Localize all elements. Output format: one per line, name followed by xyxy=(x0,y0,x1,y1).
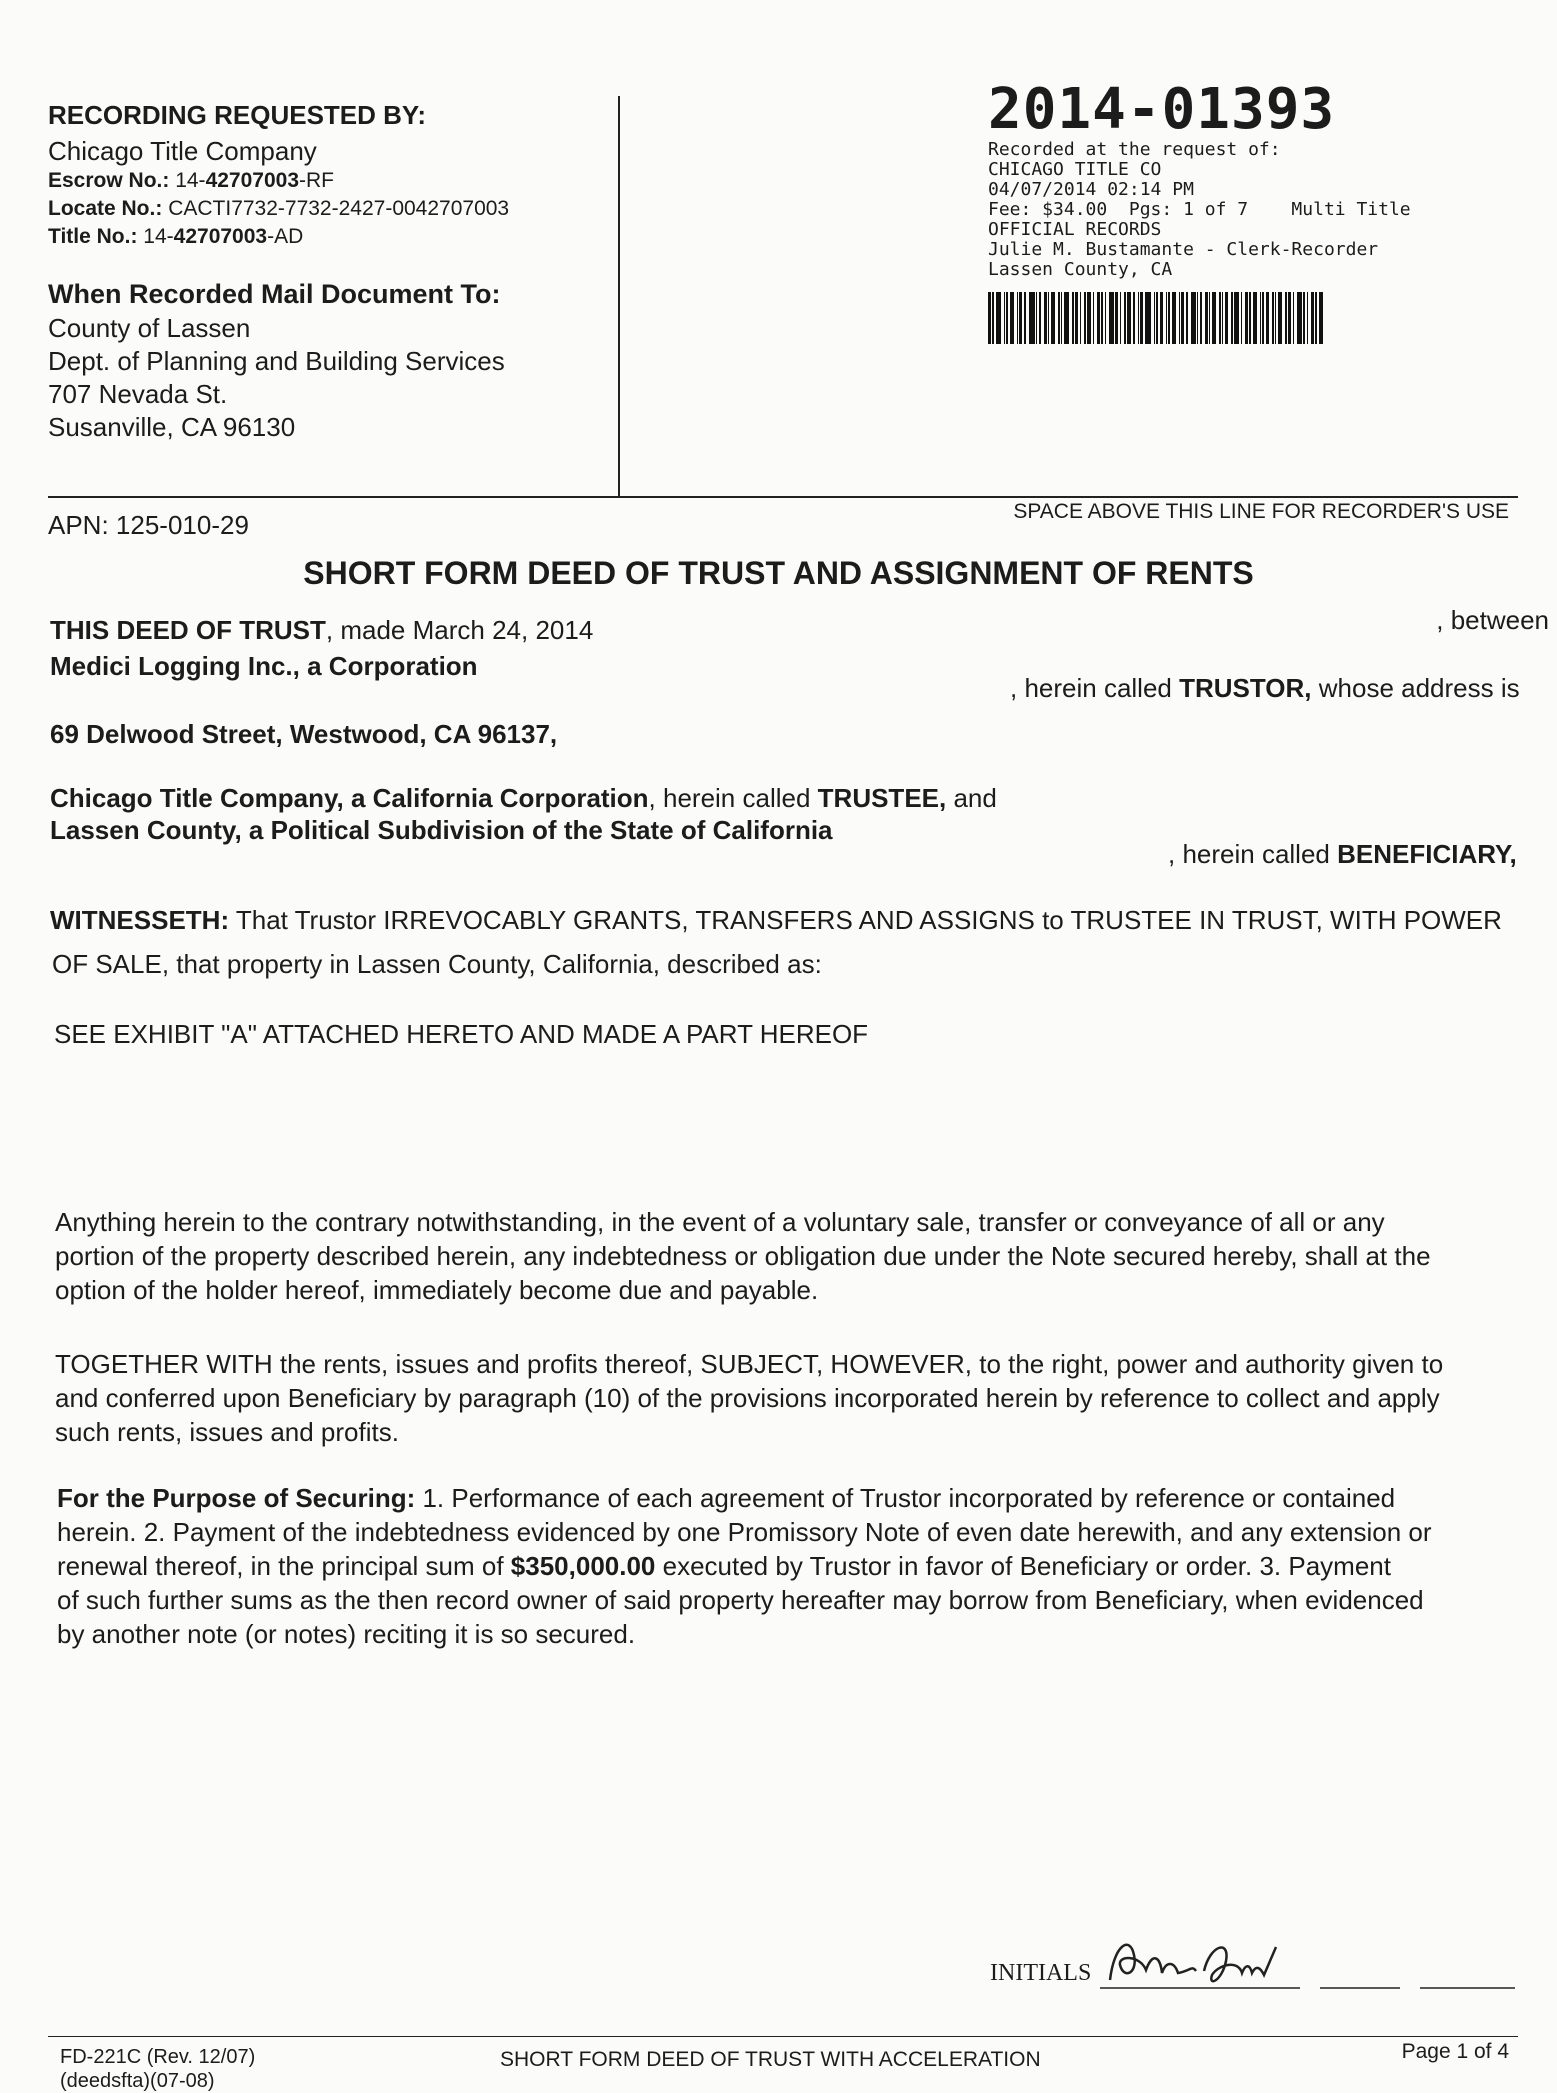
barcode-bar xyxy=(1191,292,1196,344)
recorder-use-line xyxy=(48,496,1518,498)
barcode-bar xyxy=(1127,292,1131,344)
barcode-bar xyxy=(1036,292,1037,344)
purpose-line5: by another note (or notes) reciting it is so secured. xyxy=(57,1619,636,1649)
beneficiary-called: , herein called BENEFICIARY, xyxy=(1168,839,1517,869)
purpose-line1: For the Purpose of Securing: 1. Performance of each agreement of Trustor incorporated by reference or contained xyxy=(57,1483,1396,1513)
barcode-bar xyxy=(988,292,991,344)
barcode-bar xyxy=(1064,292,1069,344)
recorder-stamp xyxy=(988,77,1528,344)
barcode-bar xyxy=(1004,292,1005,344)
barcode-bar xyxy=(996,292,1001,344)
barcode-bar xyxy=(1156,292,1158,344)
initials-lines xyxy=(1100,1985,1520,1991)
barcode-bar xyxy=(1097,292,1100,344)
footer-rule xyxy=(48,2036,1518,2037)
barcode-bar xyxy=(1145,292,1151,344)
barcode-bar xyxy=(1039,292,1041,344)
trustor-address: 69 Delwood Street, Westwood, CA 96137, xyxy=(50,719,558,749)
barcode-bar xyxy=(1303,292,1305,344)
barcode-bar xyxy=(1241,292,1242,344)
barcode-bar xyxy=(1311,292,1314,344)
trustor-name: Medici Logging Inc., a Corporation xyxy=(50,651,478,681)
barcode-bar xyxy=(1006,292,1008,344)
apn: APN: 125-010-29 xyxy=(48,510,249,540)
footer-title: SHORT FORM DEED OF TRUST WITH ACCELERATION xyxy=(500,2048,1041,2071)
barcode-bar xyxy=(1275,292,1276,344)
barcode-bar xyxy=(1058,292,1060,344)
document-title: SHORT FORM DEED OF TRUST AND ASSIGNMENT OF RENTS xyxy=(303,555,1254,591)
barcode-bar xyxy=(1262,292,1264,344)
barcode-bar xyxy=(1168,292,1170,344)
barcode-bar xyxy=(1231,292,1233,344)
title-number: Title No.: 14-42707003-AD xyxy=(48,225,304,248)
trustee-line: Chicago Title Company, a California Corporation, herein called TRUSTEE, and xyxy=(50,783,997,813)
barcode-bar xyxy=(1109,292,1114,344)
barcode-bar xyxy=(1124,292,1126,344)
header-vertical-divider xyxy=(618,96,620,496)
barcode-bar xyxy=(1200,292,1202,344)
stamp-line: Lassen County, CA xyxy=(988,259,1173,280)
barcode-bar xyxy=(1209,292,1210,344)
barcode-bar xyxy=(1087,292,1091,344)
barcode-bar xyxy=(1044,292,1047,344)
barcode-bar xyxy=(1051,292,1055,344)
barcode-bar xyxy=(1307,292,1308,344)
barcode-bar xyxy=(992,292,994,344)
barcode-bar xyxy=(1222,292,1223,344)
barcode-bar xyxy=(1080,292,1081,344)
together-line: and conferred upon Beneficiary by paragraph (10) of the provisions incorporated herein by reference to collect and apply xyxy=(55,1383,1440,1413)
together-line: TOGETHER WITH the rents, issues and profits thereof, SUBJECT, HOWEVER, to the right, power and authority given to xyxy=(55,1349,1444,1379)
stamp-line: Julie M. Bustamante - Clerk-Recorder xyxy=(988,239,1379,260)
barcode-bar xyxy=(1084,292,1086,344)
barcode-bar xyxy=(1219,292,1221,344)
stamp-line: 04/07/2014 02:14 PM xyxy=(988,179,1194,200)
barcode-bar xyxy=(1160,292,1163,344)
barcode-bar xyxy=(1019,292,1022,344)
trustor-called: , herein called TRUSTOR, whose address is xyxy=(1010,673,1520,703)
mail-to-block xyxy=(48,276,608,444)
recording-requested-label: RECORDING REQUESTED BY: xyxy=(48,100,426,130)
barcode-bar xyxy=(1140,292,1143,344)
barcode-bar xyxy=(1115,292,1118,344)
barcode-bar xyxy=(1179,292,1180,344)
document-number: 2014-01393 xyxy=(988,77,1336,142)
barcode-bar xyxy=(1297,292,1302,344)
barcode-bar xyxy=(1061,292,1062,344)
acceleration-line: option of the holder hereof, immediately become due and payable. xyxy=(55,1275,819,1305)
barcode-bar xyxy=(1105,292,1106,344)
barcode-bar xyxy=(1234,292,1239,344)
barcode-bar xyxy=(1048,292,1049,344)
barcode-bar xyxy=(1166,292,1167,344)
witnesseth-line1: WITNESSETH: That Trustor IRREVOCABLY GRANTS, TRANSFERS AND ASSIGNS to TRUSTEE IN TRUST, WITH POWER xyxy=(50,905,1502,935)
page-number: Page 1 of 4 xyxy=(1401,2040,1509,2063)
barcode-bar xyxy=(1186,292,1188,344)
deed-lead: THIS DEED OF TRUST, made March 24, 2014 xyxy=(50,615,594,645)
barcode-bar xyxy=(1319,292,1323,344)
barcode-bar xyxy=(1225,292,1228,344)
barcode-bar xyxy=(1253,292,1257,344)
beneficiary-name: Lassen County, a Political Subdivision of the State of California xyxy=(50,815,833,845)
mail-to-line1: County of Lassen xyxy=(48,313,251,343)
escrow-number: Escrow No.: 14-42707003-RF xyxy=(48,169,334,192)
stamp-line: OFFICIAL RECORDS xyxy=(988,219,1162,240)
stamp-line: Fee: $34.00 Pgs: 1 of 7 Multi Title xyxy=(988,199,1411,220)
barcode-bar xyxy=(1181,292,1184,344)
recording-requested-block xyxy=(48,100,608,251)
barcode-bar xyxy=(1120,292,1121,344)
together-line: such rents, issues and profits. xyxy=(55,1417,399,1447)
barcode-bar xyxy=(1154,292,1155,344)
barcode-bar xyxy=(1072,292,1074,344)
barcode-bar xyxy=(1133,292,1135,344)
barcode-bar xyxy=(1285,292,1287,344)
recording-company: Chicago Title Company xyxy=(48,136,317,166)
locate-number: Locate No.: CACTI7732-7732-2427-0042707003 xyxy=(48,197,510,220)
purpose-line3: renewal thereof, in the principal sum of $350,000.00 executed by Trustor in favor of Beneficiary or order. 3. Payment xyxy=(57,1551,1391,1581)
barcode-bar xyxy=(1293,292,1294,344)
barcode-bar xyxy=(1315,292,1317,344)
exhibit-reference: SEE EXHIBIT "A" ATTACHED HERETO AND MADE A PART HEREOF xyxy=(54,1019,869,1049)
barcode-bar xyxy=(1245,292,1248,344)
purpose-line2: herein. 2. Payment of the indebtedness evidenced by one Promissory Note of even date herewith, and any extension or xyxy=(57,1517,1432,1547)
mail-to-line2: Dept. of Planning and Building Services xyxy=(48,346,505,376)
mail-to-line3: 707 Nevada St. xyxy=(48,379,228,409)
acceleration-line: portion of the property described herein, any indebtedness or obligation due under the Note secured hereby, shall at the xyxy=(55,1241,1431,1271)
barcode-bar xyxy=(1101,292,1103,344)
recorder-space-note: SPACE ABOVE THIS LINE FOR RECORDER'S USE xyxy=(1013,500,1509,523)
barcode-icon xyxy=(988,292,1438,344)
barcode-bar xyxy=(1093,292,1094,344)
acceleration-line: Anything herein to the contrary notwithstanding, in the event of a voluntary sale, transfer or conveyance of all or any xyxy=(55,1207,1385,1237)
initials-label: INITIALS xyxy=(990,1960,1092,1986)
barcode-bar xyxy=(1024,292,1026,344)
purpose-line4: of such further sums as the then record owner of said property hereafter may borrow from Beneficiary, when evidenced xyxy=(57,1585,1424,1615)
barcode-bar xyxy=(1278,292,1282,344)
deed-between: , between xyxy=(1436,605,1549,635)
stamp-line: Recorded at the request of: xyxy=(988,139,1281,160)
mail-to-label: When Recorded Mail Document To: xyxy=(48,279,501,309)
barcode-bar xyxy=(1138,292,1139,344)
barcode-bar xyxy=(1266,292,1269,344)
barcode-bar xyxy=(1249,292,1251,344)
barcode-bar xyxy=(1075,292,1078,344)
barcode-bar xyxy=(1172,292,1176,344)
barcode-bar xyxy=(1260,292,1261,344)
barcode-bar xyxy=(1205,292,1208,344)
barcode-bar xyxy=(1272,292,1274,344)
barcode-bar xyxy=(1197,292,1198,344)
barcode-bar xyxy=(1029,292,1035,344)
mail-to-line4: Susanville, CA 96130 xyxy=(48,412,296,442)
barcode-bar xyxy=(1288,292,1291,344)
form-number: FD-221C (Rev. 12/07) (deedsfta)(07-08) xyxy=(60,2046,256,2092)
stamp-line: CHICAGO TITLE CO xyxy=(988,159,1162,180)
barcode-bar xyxy=(1010,292,1014,344)
barcode-bar xyxy=(1212,292,1216,344)
witnesseth-line2: OF SALE, that property in Lassen County, California, described as: xyxy=(52,949,822,979)
barcode-bar xyxy=(1017,292,1018,344)
